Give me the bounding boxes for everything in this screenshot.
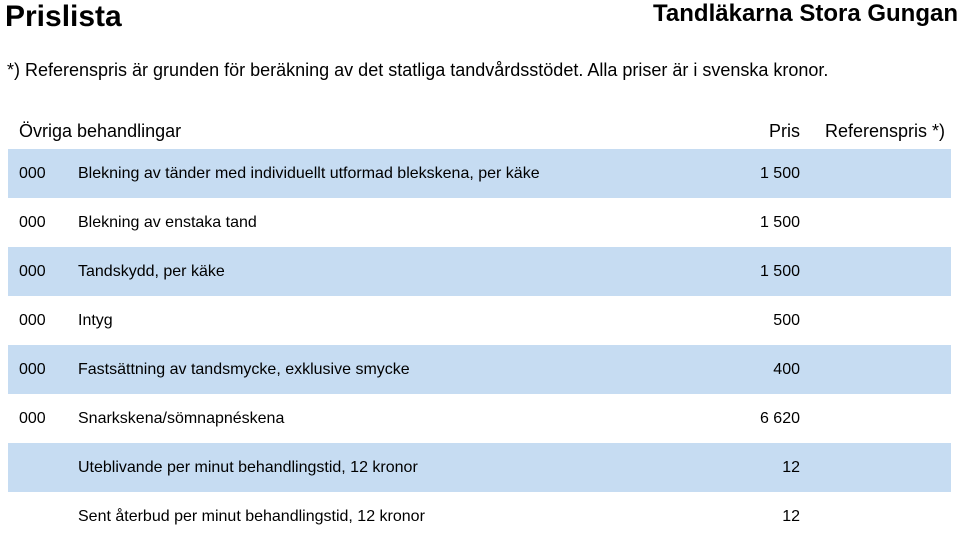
treatment-price: 12: [782, 508, 800, 525]
treatment-description: Sent återbud per minut behandlingstid, 12 kronor: [78, 508, 425, 525]
treatment-description: Blekning av tänder med individuellt utformad blekskena, per käke: [78, 165, 540, 182]
price-table: [8, 149, 951, 541]
treatment-price: 12: [782, 459, 800, 476]
treatment-price: 500: [773, 312, 800, 329]
table-row: [8, 149, 951, 198]
table-row: [8, 443, 951, 492]
treatment-code: 000: [19, 165, 46, 182]
treatment-price: 6 620: [759, 410, 800, 427]
treatment-code: 000: [19, 312, 46, 329]
treatment-price: 400: [773, 361, 800, 378]
table-row: [8, 394, 951, 443]
table-row: [8, 247, 951, 296]
section-title: Övriga behandlingar: [19, 121, 182, 141]
treatment-price: 1 500: [759, 165, 800, 182]
reference-price-column-header: Referenspris *): [824, 121, 945, 141]
treatment-price: 1 500: [759, 263, 800, 280]
reference-price-note: *) Referenspris är grunden för beräkning av det statliga tandvårdsstödet. Alla priser är i svenska kronor.: [7, 60, 829, 80]
price-column-header: Pris: [769, 121, 800, 141]
treatment-code: 000: [19, 410, 46, 427]
treatment-description: Snarkskena/sömnapnéskena: [78, 410, 285, 427]
table-row: [8, 345, 951, 394]
treatment-description: Blekning av enstaka tand: [78, 214, 257, 231]
treatment-code: 000: [19, 263, 46, 280]
table-row: [8, 198, 951, 247]
treatment-description: Uteblivande per minut behandlingstid, 12 kronor: [78, 459, 418, 476]
treatment-description: Tandskydd, per käke: [78, 263, 225, 280]
table-row: [8, 296, 951, 345]
treatment-description: Fastsättning av tandsmycke, exklusive smycke: [78, 361, 410, 378]
treatment-description: Intyg: [78, 312, 113, 329]
section-header: [0, 118, 960, 144]
treatment-code: 000: [19, 361, 46, 378]
clinic-name: Tandläkarna Stora Gungan: [653, 0, 958, 27]
treatment-price: 1 500: [759, 214, 800, 231]
table-row: [8, 492, 951, 541]
page-title: Prislista: [5, 0, 122, 33]
treatment-code: 000: [19, 214, 46, 231]
